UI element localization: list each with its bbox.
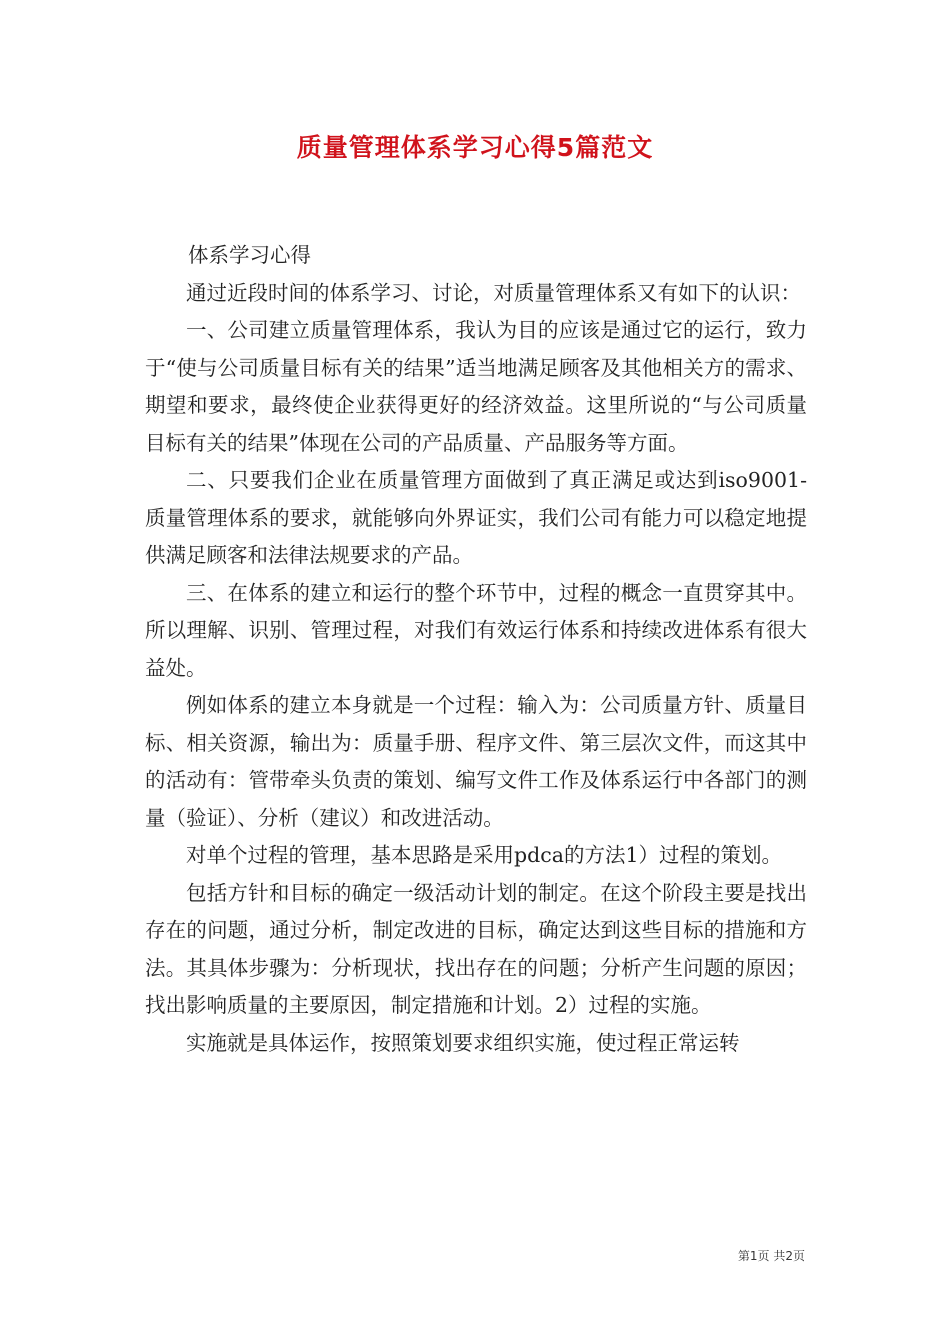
paragraph: 一、公司建立质量管理体系，我认为目的应该是通过它的运行，致力于“使与公司质量目标有关的结果”适当地满足顾客及其他相关方的需求、期望和要求，最终使企业获得更好的经济效益。这里所说的“与公司质量目标有关的结果”体现在公司的产品质量、产品服务等方面。 (145, 318, 807, 455)
paragraph: 二、只要我们企业在质量管理方面做到了真正满足或达到iso9001-质量管理体系的要求，就能够向外界证实，我们公司有能力可以稳定地提供满足顾客和法律法规要求的产品。 (145, 468, 807, 567)
paragraph: 例如体系的建立本身就是一个过程：输入为：公司质量方针、质量目标、相关资源，输出为：质量手册、程序文件、第三层次文件，而这其中的活动有：管带牵头负责的策划、编写文件工作及体系运行中各部门的测量（验证）、分析（建议）和改进活动。 (145, 693, 807, 830)
paragraph: 对单个过程的管理，基本思路是采用pdca的方法1）过程的策划。 (186, 843, 782, 867)
paragraph: 包括方针和目标的确定一级活动计划的制定。在这个阶段主要是找出存在的问题，通过分析，制定改进的目标，确定达到这些目标的措施和方法。其具体步骤为：分析现状，找出存在的问题；分析产生问题的原因；找出影响质量的主要原因，制定措施和计划。2）过程的实施。 (145, 880, 807, 1017)
paragraph: 实施就是具体运作，按照策划要求组织实施，使过程正常运转 (186, 1030, 740, 1055)
page-number: 第1页 共2页 (737, 1249, 805, 1263)
section-heading: 体系学习心得 (188, 243, 311, 267)
paragraph: 通过近段时间的体系学习、讨论，对质量管理体系又有如下的认识： (186, 280, 801, 305)
document-title: 质量管理体系学习心得5篇范文 (296, 133, 654, 162)
paragraph: 三、在体系的建立和运行的整个环节中，过程的概念一直贯穿其中。所以理解、识别、管理过程，对我们有效运行体系和持续改进体系有很大益处。 (145, 580, 807, 680)
document-body (145, 237, 807, 1062)
